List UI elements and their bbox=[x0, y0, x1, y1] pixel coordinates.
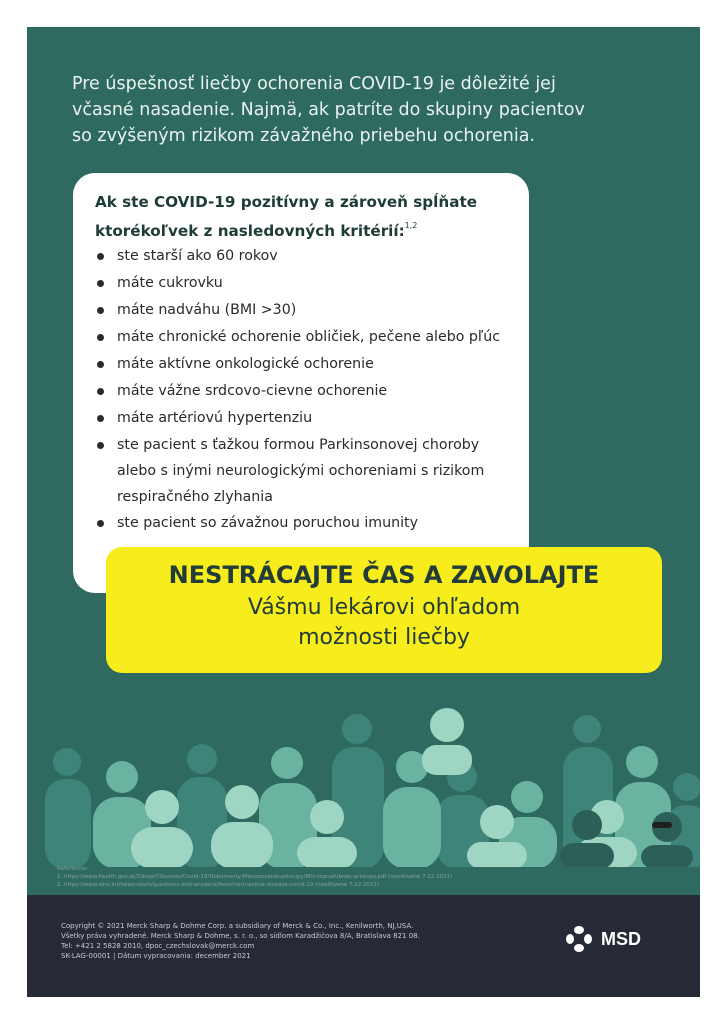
legal-line: Tel: +421 2 5828 2010, dpoc_czechslovak@merck.com bbox=[61, 942, 255, 950]
msd-logo-icon bbox=[565, 925, 593, 953]
criteria-item-line: ste pacient s ťažkou formou Parkinsonovej choroby bbox=[117, 437, 480, 453]
crowd-illustration bbox=[27, 667, 700, 867]
criteria-card bbox=[73, 173, 529, 593]
intro-text bbox=[72, 71, 672, 149]
references bbox=[57, 865, 657, 889]
criteria-item: ste pacient so závažnou poruchou imunity bbox=[95, 510, 500, 537]
criteria-item: máte nadváhu (BMI >30) bbox=[95, 297, 500, 324]
callout-headline: NESTRÁCAJTE ČAS A ZAVOLAJTE bbox=[168, 561, 600, 589]
criteria-title-line bbox=[95, 214, 525, 243]
reference-item: 2. https://www.who.int/news-room/questions-and-answers/item/coronavirus-disease-covid-19 (navštívené 7.12.2021) bbox=[57, 882, 380, 888]
criteria-item bbox=[95, 432, 500, 510]
criteria-item: ste starší ako 60 rokov bbox=[95, 243, 500, 270]
criteria-item-line: respiračného zlyhania bbox=[117, 489, 273, 505]
criteria-title-text: ktorékoľvek z nasledovných kritérií: bbox=[95, 222, 405, 240]
reference-item: 1. https://www.health.gov.sk/Zdroje?/Sources/Covid-19/Dokumenty/Manazovanie-pristupy/MU-cepnafubnac-pristupy.pdf (navštívené 7.12.2021) bbox=[57, 874, 453, 880]
criteria-item: máte vážne srdcovo-cievne ochorenie bbox=[95, 378, 500, 405]
callout-box bbox=[106, 547, 662, 673]
legal-text bbox=[61, 921, 420, 961]
criteria-title-line: Ak ste COVID-19 pozitívny a zároveň spĺňate bbox=[95, 193, 478, 211]
criteria-list bbox=[95, 243, 500, 537]
criteria-item: máte cukrovku bbox=[95, 270, 500, 297]
callout-subtext-line: Vášmu lekárovi ohľadom bbox=[247, 595, 521, 620]
poster bbox=[27, 27, 700, 997]
criteria-item-line: alebo s inými neurologickými ochoreniami s rizikom bbox=[117, 463, 485, 479]
criteria-item: máte chronické ochorenie obličiek, pečene alebo pľúc bbox=[95, 324, 500, 351]
intro-line: so zvýšeným rizikom závažného priebehu ochorenia. bbox=[72, 126, 536, 146]
intro-line: Pre úspešnosť liečby ochorenia COVID-19 je dôležité jej bbox=[72, 74, 556, 94]
msd-logo-text: MSD bbox=[601, 928, 641, 949]
references-heading: Referencie: bbox=[57, 866, 89, 872]
legal-line: Copyright © 2021 Merck Sharp & Dohme Corp. a subsidiary of Merck & Co., Inc., Kenilworth, NJ,USA. bbox=[61, 922, 414, 930]
footer bbox=[27, 895, 700, 997]
criteria-title bbox=[95, 190, 525, 243]
callout-subtext-line: možnosti liečby bbox=[298, 625, 470, 650]
reference-superscript: 1,2 bbox=[404, 221, 418, 230]
legal-line: SK-LAG-00001 | Dátum vypracovania: december 2021 bbox=[61, 952, 251, 960]
criteria-item: máte aktívne onkologické ochorenie bbox=[95, 351, 500, 378]
legal-line: Všetky práva vyhradené. Merck Sharp & Dohme, s. r. o., so sídlom Karadžičova 8/A, Bratislava 821 08. bbox=[61, 932, 420, 940]
msd-logo bbox=[565, 925, 641, 953]
callout-subtext bbox=[106, 593, 662, 653]
intro-line: včasné nasadenie. Najmä, ak patríte do skupiny pacientov bbox=[72, 100, 585, 120]
criteria-item: máte artériovú hypertenziu bbox=[95, 405, 500, 432]
